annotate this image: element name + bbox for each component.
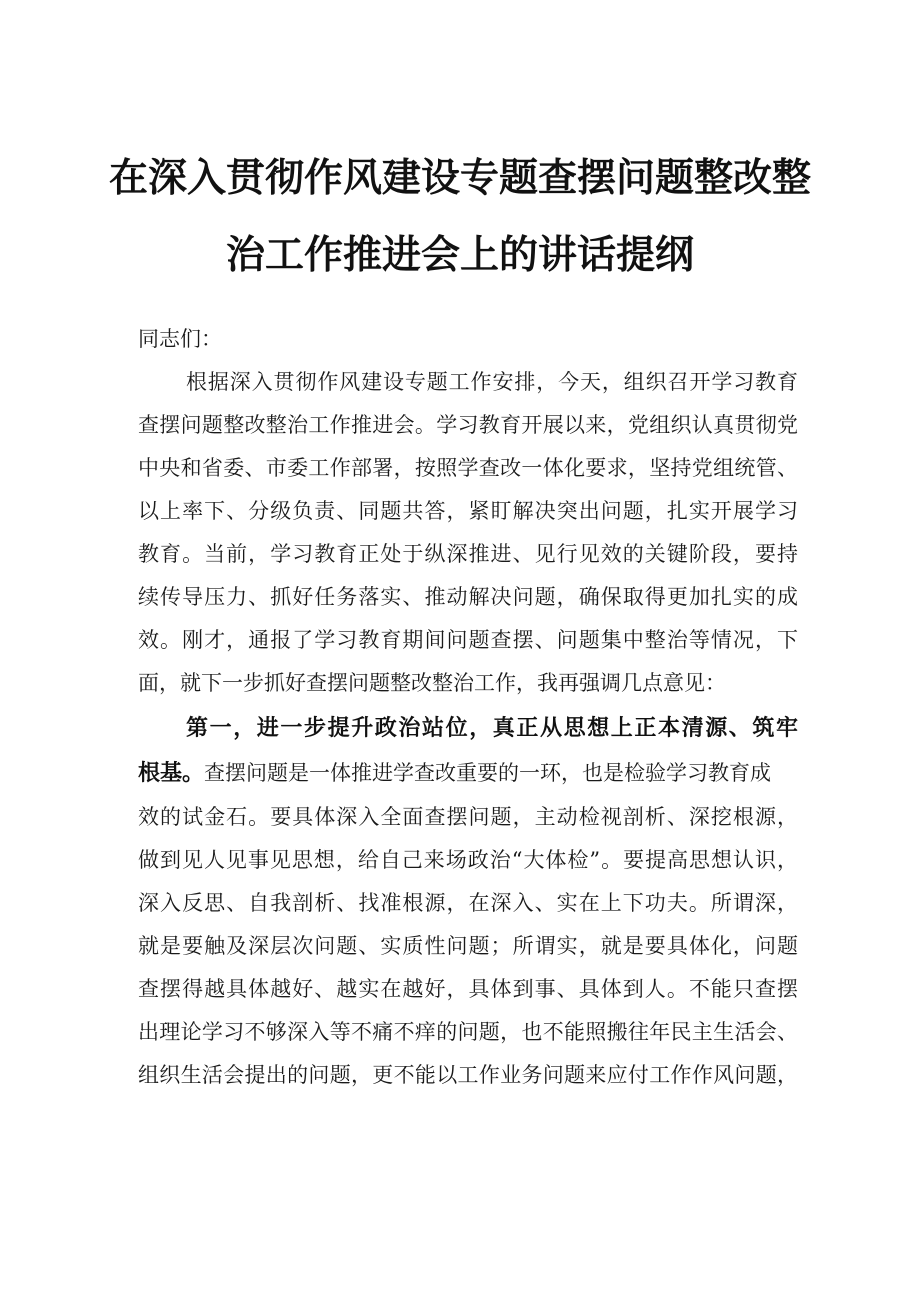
document-title-line-1: 在深入贯彻作风建设专题查摆问题整改整 [108, 156, 811, 201]
paragraph-line: 面，就下一步抓好查摆问题整改整治工作，我再强调几点意见： [138, 671, 726, 695]
paragraph-line: 根据深入贯彻作风建设专题工作安排，今天，组织召开学习教育 [186, 370, 798, 394]
paragraph-line: 中央和省委、市委工作部署，按照学查改一体化要求，坚持党组统管、 [138, 456, 798, 480]
paragraph-line: 续传导压力、抓好任务落实、推动解决问题，确保取得更加扎实的成 [138, 585, 798, 609]
paragraph-line: 就是要触及深层次问题、实质性问题；所谓实，就是要具体化，问题 [138, 934, 798, 958]
section-heading-continued [138, 763, 798, 785]
paragraph-line: 效的试金石。要具体深入全面查摆问题，主动检视剖析、深挖根源， [138, 805, 798, 829]
section-body-start: 查摆问题是一体推进学查改重要的一环，也是检验学习教育成 [204, 761, 772, 785]
paragraph-line: 组织生活会提出的问题，更不能以工作业务问题来应付工作作风问题， [138, 1063, 798, 1087]
section-heading: 第一，进一步提升政治站位，真正从思想上正本清源、筑牢 [186, 716, 798, 741]
salutation: 同志们： [138, 327, 222, 351]
paragraph-line: 查摆问题整改整治工作推进会。学习教育开展以来，党组织认真贯彻党 [138, 413, 798, 437]
paragraph-line: 以上率下、分级负责、同题共答，紧盯解决突出问题，扎实开展学习 [138, 499, 798, 523]
paragraph-line: 出理论学习不够深入等不痛不痒的问题，也不能照搬往年民主生活会、 [138, 1020, 798, 1044]
paragraph-line: 效。刚才，通报了学习教育期间问题查摆、问题集中整治等情况，下 [138, 628, 798, 652]
document-title-line-2: 治工作推进会上的讲话提纲 [225, 233, 694, 278]
paragraph-line: 深入反思、自我剖析、找准根源，在深入、实在上下功夫。所谓深， [138, 891, 798, 915]
paragraph-line: 教育。当前，学习教育正处于纵深推进、见行见效的关键阶段，要持 [138, 542, 798, 566]
paragraph-line: 做到见人见事见思想，给自己来场政治“大体检”。要提高思想认识， [138, 848, 798, 872]
paragraph-line: 查摆得越具体越好、越实在越好，具体到事、具体到人。不能只查摆 [138, 977, 798, 1001]
section-heading-end: 根基。 [138, 761, 205, 786]
